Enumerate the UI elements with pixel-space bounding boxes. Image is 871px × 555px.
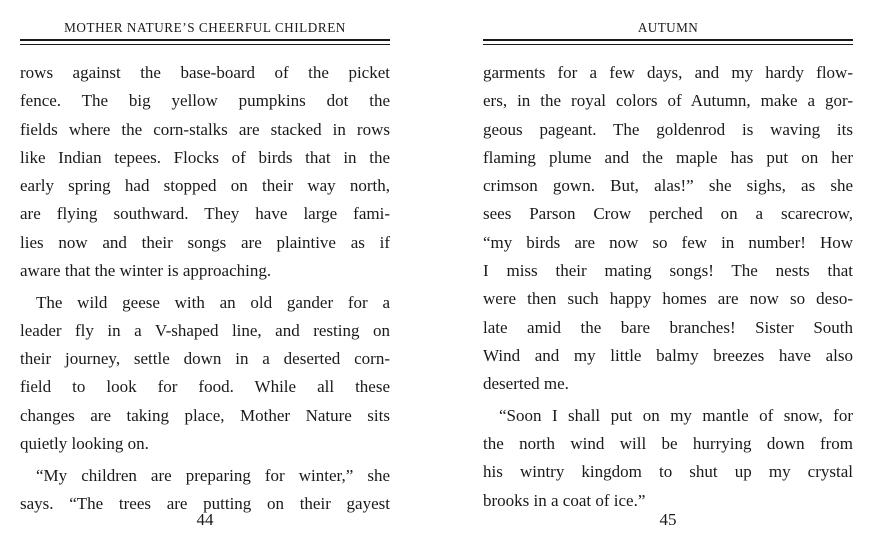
text-line: leader fly in a V-shaped line, and resting on (20, 320, 390, 340)
text-line: sees Parson Crow perched on a scarecrow, (483, 204, 853, 224)
text-line: field to look for food. While all these (20, 377, 390, 397)
text-line: The wild geese with an old gander for a (36, 292, 390, 312)
text-line: the north wind will be hurrying down from (483, 434, 853, 454)
text-line: “My children are preparing for winter,” she (36, 465, 390, 485)
left-body-text (20, 59, 390, 518)
text-line: aware that the winter is approaching. (20, 261, 272, 281)
left-page-number: 44 (196, 510, 214, 529)
text-line: brooks in a coat of ice.” (483, 490, 646, 510)
right-body-text (483, 59, 853, 515)
right-page-number: 45 (659, 510, 677, 529)
text-line: geous pageant. The goldenrod is waving its (483, 119, 853, 139)
text-line: crimson gown. But, alas!” she sighs, as she (483, 176, 853, 196)
text-line: “Soon I shall put on my mantle of snow, for (499, 405, 853, 425)
text-line: their journey, settle down in a deserted corn- (20, 349, 390, 369)
left-header-rule-thick (20, 39, 390, 41)
text-line: I miss their mating songs! The nests that (483, 261, 853, 281)
text-line: quietly looking on. (20, 434, 149, 454)
text-line: flaming plume and the maple has put on her (483, 147, 853, 167)
left-running-head: MOTHER NATURE’S CHEERFUL CHILDREN (64, 20, 346, 35)
text-line: late amid the bare branches! Sister South (483, 317, 853, 337)
text-line: like Indian tepees. Flocks of birds that in the (20, 147, 390, 167)
text-line: early spring had stopped on their way north, (20, 176, 390, 196)
text-line: “my birds are now so few in number! How (483, 232, 853, 252)
text-line: fields where the corn-stalks are stacked in rows (20, 119, 390, 139)
text-line: were then such happy homes are now so deso- (483, 289, 853, 309)
text-line: Wind and my little balmy breezes have also (483, 345, 853, 365)
text-line: fence. The big yellow pumpkins dot the (20, 91, 390, 111)
text-line: rows against the base-board of the picket (20, 63, 390, 82)
text-line: are flying southward. They have large fami- (20, 204, 390, 224)
left-header-rule-thin (20, 44, 390, 45)
right-running-head: AUTUMN (637, 20, 699, 35)
text-line: says. “The trees are putting on their gayest (20, 493, 390, 513)
text-line: lies now and their songs are plaintive as if (20, 232, 390, 252)
text-line: garments for a few days, and my hardy flow- (483, 63, 853, 82)
text-line: deserted me. (483, 374, 569, 394)
right-header-rule-thin (483, 44, 853, 45)
text-line: ers, in the royal colors of Autumn, make a gor- (483, 91, 853, 111)
text-line: his wintry kingdom to shut up my crystal (483, 462, 853, 482)
right-header-rule-thick (483, 39, 853, 41)
text-line: changes are taking place, Mother Nature sits (20, 405, 390, 425)
